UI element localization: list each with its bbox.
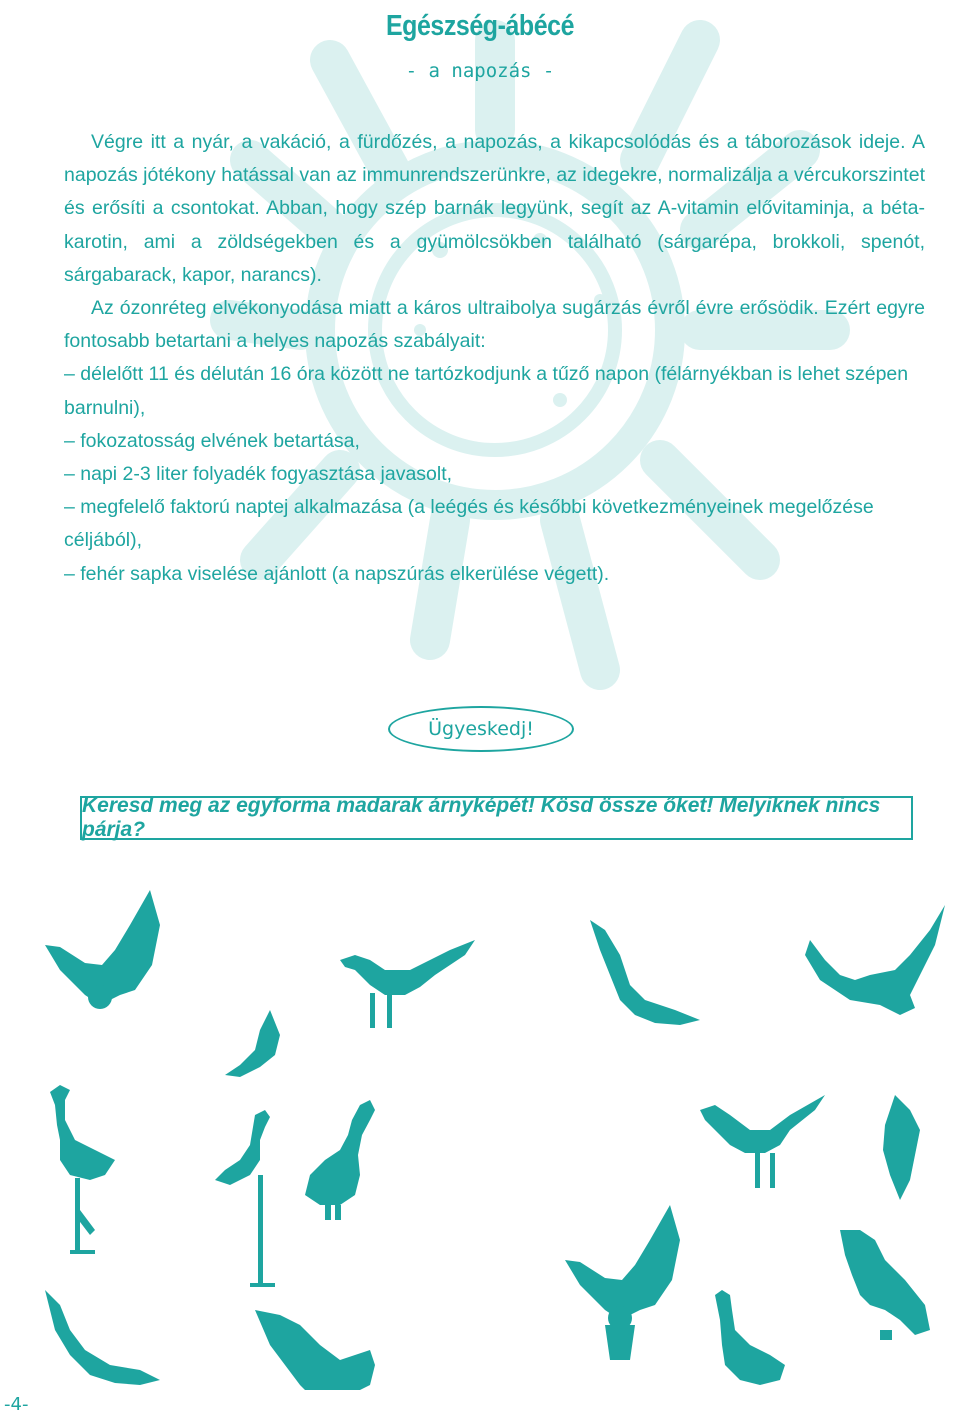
rule-item: – fehér sapka viselése ajánlott (a napszúrás elkerülése végett). — [64, 562, 610, 585]
bird-eagle-silhouette — [255, 1310, 375, 1390]
activity-badge-label: Ügyeskedj! — [428, 718, 534, 740]
bird-owl-silhouette — [45, 890, 160, 1009]
bird-eagle-silhouette — [805, 905, 945, 1015]
bird-pheasant-silhouette — [700, 1095, 825, 1188]
bird-duck-silhouette — [305, 1100, 375, 1220]
bird-duck-silhouette — [715, 1290, 785, 1385]
bird-flamingo-silhouette — [215, 1110, 275, 1287]
bird-gull-silhouette — [225, 1010, 280, 1077]
task-instruction-box — [80, 796, 913, 840]
bird-flamingo-silhouette — [50, 1085, 115, 1254]
page-title: Egészség-ábécé — [385, 10, 575, 42]
bird-roadrunner-silhouette — [340, 940, 475, 1028]
rule-item: – megfelelő faktorú naptej alkalmazása (a leégés és későbbi következményeinek megelőzése céljából), — [64, 496, 874, 552]
bird-silhouettes — [0, 870, 960, 1390]
bird-albatross-silhouette — [45, 1290, 160, 1385]
rule-item: – napi 2-3 liter folyadék fogyasztása javasolt, — [64, 463, 453, 486]
bird-eagle-perched-silhouette — [840, 1230, 930, 1340]
paragraph-ozone: Az ózonréteg elvékonyodása miatt a káros ultraibolya sugárzás évről évre erősödik. Ezért egyre fontosabb betartani a helyes napozás szabályait: — [64, 297, 925, 353]
bird-falcon-silhouette — [883, 1095, 920, 1200]
bird-albatross-silhouette — [590, 920, 700, 1025]
page-number: -4- — [4, 1394, 29, 1415]
bird-owl-silhouette — [565, 1205, 680, 1360]
rule-item: – délelőtt 11 és délután 16 óra között ne tartózkodjunk a tűző napon (félárnyékban is lehet szépen barnulni), — [64, 363, 909, 419]
activity-badge — [388, 706, 574, 752]
article-body — [64, 126, 925, 591]
task-instruction-text: Keresd meg az egyforma madarak árnyképét! Kösd össze őket! Melyiknek nincs párja? — [82, 794, 881, 841]
rule-item: – fokozatosság elvének betartása, — [64, 429, 360, 452]
page-subtitle: - a napozás - — [405, 60, 555, 82]
paragraph-intro: Végre itt a nyár, a vakáció, a fürdőzés, a napozás, a kikapcsolódás és a táborozások ideje. A napozás jótékony hatással van az immunrendszerünkre, az idegekre, normalizálja a vércukorszintet és erősíti a csontokat. Abban, hogy szép barnák legyünk, segít az A-vitamin elővitaminja, a béta-karotin, ami a zöldségekben és a gyümölcsökben található (sárgarépa, brokkoli, spenót, sárgabarack, kapor, narancs). — [64, 131, 925, 286]
